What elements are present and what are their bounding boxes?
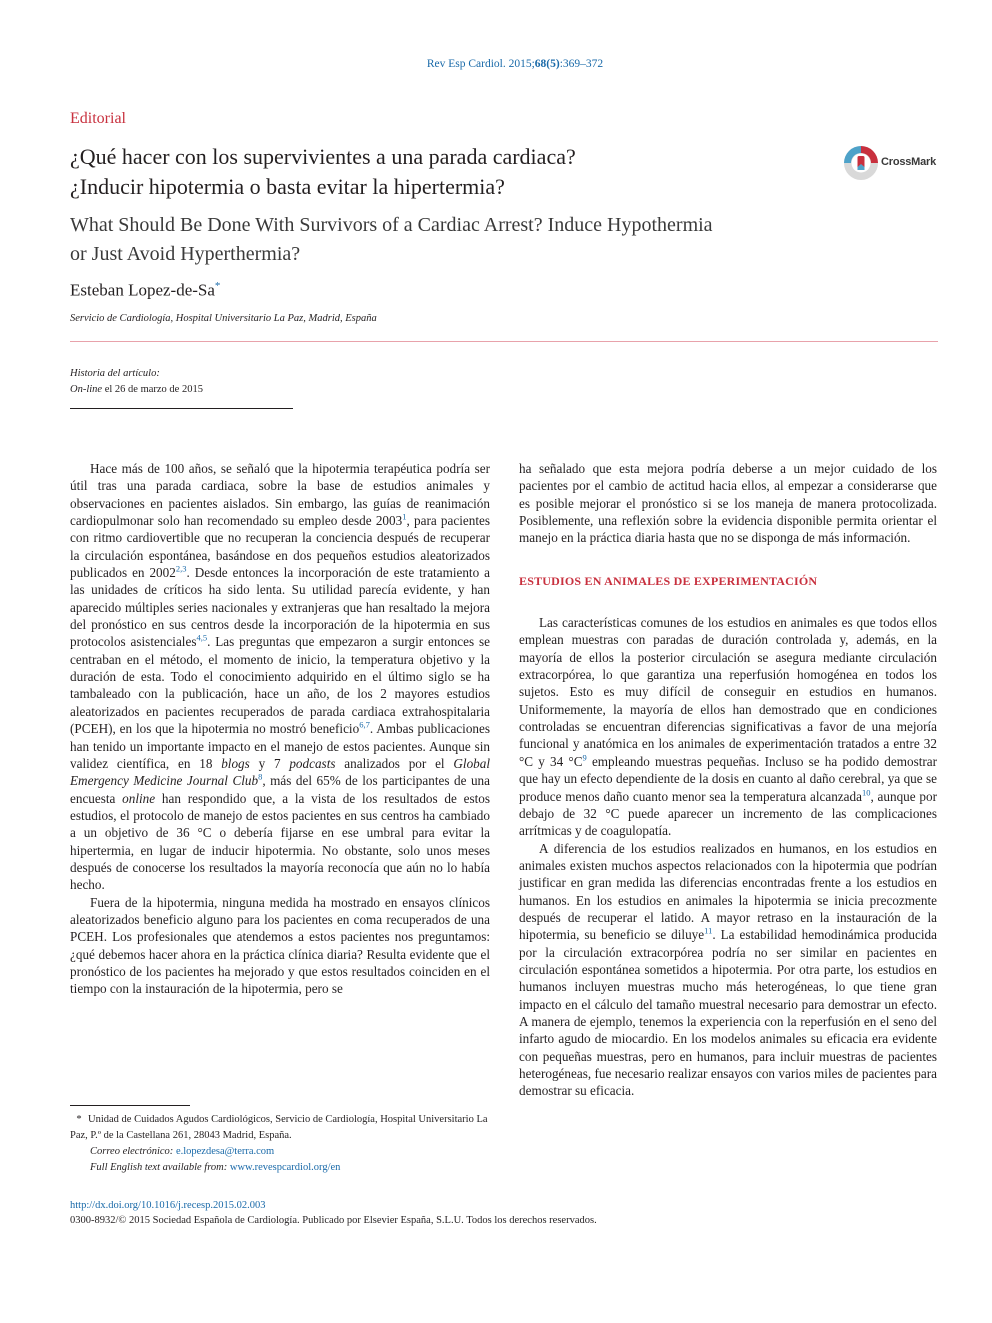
crossmark-logo[interactable] — [842, 144, 942, 182]
title-english-line-2: or Just Avoid Hyperthermia? — [70, 243, 301, 265]
citation-link[interactable]: 10 — [861, 787, 871, 798]
copyright: 0300-8932/© 2015 Sociedad Española de Cardiología. Publicado por Elsevier España, S.L.U. Todos los derechos reservados. — [70, 1215, 597, 1226]
citation-link[interactable]: 2,3 — [175, 563, 187, 574]
journal-volume: 68(5) — [534, 58, 560, 70]
footnote-address-text: Unidad de Cuidados Agudos Cardiológicos, Servicio de Cardiología, Hospital Universitario La Paz, P.º de la Castellana 261, 28043 Madrid, España. — [70, 1114, 488, 1141]
footnote-divider — [70, 1105, 190, 1106]
english-text-link[interactable]: www.revespcardiol.org/en — [229, 1162, 341, 1173]
author-name — [70, 280, 220, 301]
italic-term: online — [122, 790, 156, 806]
citation-link[interactable]: 6,7 — [359, 719, 370, 730]
title-spanish — [70, 142, 790, 202]
paragraph-4 — [519, 614, 937, 839]
history-label: Historia del artículo: — [70, 368, 160, 379]
text-run: , para pacientes con ritmo cardiovertible que no recuperan la conciencia después de recuperar la circulación espontánea, basándose en dos pequeños estudios aleatorizados publicados en 2002 — [70, 513, 490, 581]
italic-term: Global Emergency Medicine Journal Club — [70, 755, 491, 789]
doi-link[interactable]: http://dx.doi.org/10.1016/j.recesp.2015.02.003 — [70, 1200, 266, 1211]
text-run: . Ambas publicaciones han tenido un importante impacto en el manejo de estos pacientes. Aunque sin validez científica, en 18 — [70, 721, 490, 771]
section-label: Editorial — [70, 110, 126, 127]
text-run: han respondido que, a la vista de los resultados de estos estudios, el protocolo de manejo de estos pacientes en sus centros ha cambiado a un objetivo de 36 °C o debería fijarse en ese umbral para evitar la hipertermia, en lugar de inducir hipotermia. No obstante, solo unos meses después de conocerse los resultados la mayoría reconocía que aún no lo había hecho. — [70, 790, 490, 893]
citation-link[interactable]: 8 — [258, 771, 263, 782]
history-divider — [70, 408, 293, 409]
footnote-email — [70, 1144, 490, 1160]
citation-link[interactable]: 11 — [704, 925, 713, 936]
author-text: Esteban Lopez-de-Sa — [70, 280, 215, 300]
citation-link[interactable]: 4,5 — [196, 633, 208, 644]
text-run: A diferencia de los estudios realizados en humanos, en los estudios en animales existen muchos aspectos relacionados con la hipotermia que podrían justificar en gran medida las diferencias encontradas frente a los estudios en humanos. En los estudios en animales la hipotermia se inicia precozmente después de recuperar el latido. A mayor retraso en la instauración de la hipotermia, su beneficio se diluye — [519, 840, 937, 943]
article-history — [70, 366, 203, 398]
citation-link[interactable]: 9 — [582, 752, 587, 763]
journal-pages: :369–372 — [559, 58, 604, 70]
title-spanish-line-1: ¿Qué hacer con los supervivientes a una parada cardiaca? — [70, 144, 576, 169]
paragraph-5 — [519, 840, 937, 1100]
paragraph-3: ha señalado que esta mejora podría deberse a un mejor cuidado de los pacientes por el cambio de actitud hacia ellos, al empezar a considerarse que es posible mejorar el pronóstico si se los maneja de manera protocolizada. Posiblemente, una reflexión sobre la evidencia disponible permita orientar el manejo en la práctica diaria hasta que no se disponga de más información. — [519, 461, 937, 546]
citation-link[interactable]: 1 — [402, 511, 407, 522]
title-english — [70, 211, 870, 269]
journal-reference[interactable] — [0, 58, 992, 70]
footnote-address — [70, 1112, 490, 1144]
history-online-word: On-line — [70, 384, 103, 395]
author-footnote-mark[interactable]: * — [214, 280, 221, 292]
journal-year: 2015; — [508, 58, 535, 70]
footnote-english — [70, 1160, 490, 1176]
text-run: empleando muestras pequeñas. Incluso se ha podido demostrar que hay un efecto dependiente de la dosis en cuanto al daño cerebral, ya que se produce menos daño cuanto menor sea la temperatura alcanzada — [519, 753, 937, 804]
body-column-right — [519, 460, 937, 1100]
doi — [70, 1200, 266, 1211]
journal-name: Rev Esp Cardiol. — [426, 58, 506, 70]
text-run: , aunque por debajo de 32 °C puede aparecer un incremento de las complicaciones arrítmicas y de coagulopatía. — [519, 788, 937, 839]
paragraph-1 — [70, 460, 490, 894]
header-divider — [70, 341, 938, 342]
section-heading: ESTUDIOS EN ANIMALES DE EXPERIMENTACIÓN — [519, 573, 818, 588]
text-run: Hace más de 100 años, se señaló que la hipotermia terapéutica podría ser útil tras una parada cardiaca, sobre la base de estudios animales y observaciones en pacientes aislados. Sin embargo, las guías de reanimación cardiopulmonar solo han recomendado su empleo desde 2003 — [70, 461, 490, 529]
title-spanish-line-2: ¿Inducir hipotermia o basta evitar la hipertermia? — [70, 174, 505, 199]
italic-term: podcasts — [289, 755, 336, 771]
crossmark-label: CrossMark — [881, 156, 937, 168]
text-run: . Desde entonces la incorporación de este tratamiento a las unidades de críticos ha sido lenta. Su utilidad parecía evidente, y han aparecido múltiples series nacionales y extranjeras que han resaltado la mejora del pronóstico en sus centros desde la incorporación de la hipotermia en sus protocolos asistenciales — [70, 565, 490, 650]
email-link[interactable]: e.lopezdesa@terra.com — [175, 1146, 275, 1157]
footnotes — [70, 1112, 490, 1176]
text-run: , más del 65% de los participantes de una encuesta — [70, 773, 490, 806]
text-run: y 7 — [249, 755, 290, 771]
body-column-left — [70, 460, 490, 998]
history-date: el 26 de marzo de 2015 — [102, 384, 203, 395]
text-run: Las características comunes de los estudios en animales es que todos ellos emplean muestras con paradas de duración controlada y, además, en la mayoría de ellos la posterior circulación se asegura mediante circulación extracorpórea, lo que garantiza una reperfusión homogénea en todos los sujetos. Esto es muy difícil de conseguir en estudios en humanos. Uniformemente, la mayoría de ellos han demostrado que en condiciones controladas se encuentran diferencias significativas a favor de una mejoría funcional y anatómica en los animales de experimentación tratados a entre 32 °C y 34 °C — [519, 615, 937, 769]
text-run: . Las preguntas que empezaron a surgir entonces se centraban en el método, el momento de inicio, la temperatura objetivo y la duración de esta. Todo el conocimiento adquirido en el último siglo se ha tambaleado con la publicación, hace un año, de los 2 mayores estudios aleatorizados en pacientes recuperados de parada cardiaca extrahospitalaria (PCEH), en los que la hipotermia no mostró beneficio — [70, 634, 490, 737]
english-label: Full English text available from: — [90, 1162, 230, 1173]
text-run: . La estabilidad hemodinámica producida por la circulación extracorpórea podría no ser similar en pacientes en circulación espontánea sometidos a hipotermia. Por otra parte, los estudios en humanos incluyen muestras mucho más heterogéneas, lo que tiene gran impacto en el cálculo del tamaño muestral necesario para demostrar un efecto. A manera de ejemplo, tenemos la experiencia con la reperfusión en el seno del infarto agudo de miocardio. En los modelos animales su eficacia era evidente con pequeñas muestras, pero en humanos, para incluir muestras de pacientes heterogéneas, fue necesario realizar ensayos con varios miles de pacientes para demostrar su eficacia. — [519, 927, 937, 1099]
italic-term: blogs — [221, 755, 250, 771]
footnote-mark: * — [76, 1114, 82, 1125]
email-label: Correo electrónico: — [90, 1146, 176, 1157]
title-english-line-1: What Should Be Done With Survivors of a Cardiac Arrest? Induce Hypothermia — [70, 214, 713, 236]
text-run: analizados por el — [335, 755, 454, 771]
crossmark-icon — [842, 144, 880, 182]
paragraph-2: Fuera de la hipotermia, ninguna medida ha mostrado en ensayos clínicos aleatorizados beneficio alguno para los pacientes en coma recuperados de una PCEH. Los profesionales que atendemos a estos pacientes nos preguntamos: ¿qué debemos hacer ahora en la práctica clínica diaria? Resulta evidente que el pronóstico de los pacientes ha mejorado y que estos resultados coinciden en el tiempo con la instauración de la hipotermia, pero se — [70, 894, 490, 997]
affiliation: Servicio de Cardiología, Hospital Universitario La Paz, Madrid, España — [70, 313, 377, 324]
